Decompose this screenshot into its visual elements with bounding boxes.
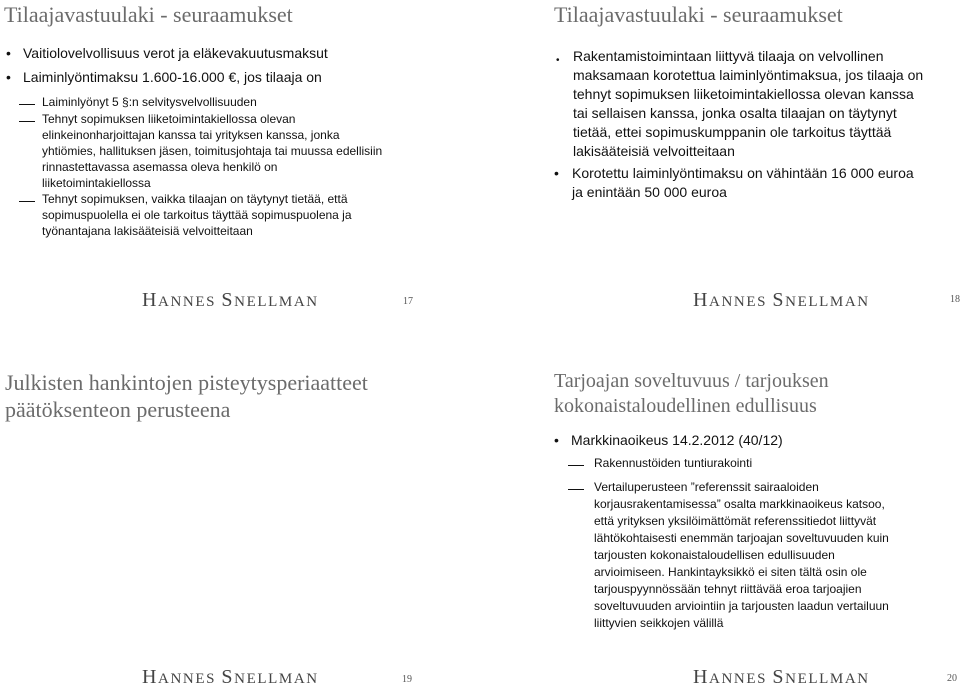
slide-18 — [480, 0, 960, 343]
sub-bullet-line: liittyvien seikkojen välillä — [594, 616, 724, 630]
bullet-icon: • — [6, 69, 11, 85]
bullet-line: tehnyt sopimuksen liiketoimintakiellossa olevan kanssa — [573, 86, 914, 102]
title-line: Julkisten hankintojen pisteytysperiaatteet — [5, 370, 368, 395]
sub-bullet-line: soveltuvuuden arviointiin ja tarjousten laadun vertailuun — [594, 599, 889, 613]
bullet-line: Rakentamistoimintaan liittyvä tilaaja on velvollinen — [573, 48, 884, 64]
sub-bullet-line: arvioimiseen. Hankintayksikkö ei siten tältä osin ole — [594, 565, 867, 579]
bullet-line: ja enintään 50 000 euroa — [572, 184, 727, 200]
sub-bullet-line: liiketoimintakiellossa — [42, 176, 151, 190]
slide-title: Tilaajavastuulaki - seuraamukset — [554, 2, 843, 27]
sub-bullet-text: Rakennustöiden tuntiurakointi — [594, 456, 753, 470]
dash-icon — [568, 489, 584, 490]
bullet-icon: • — [554, 165, 559, 181]
bullet-text: Markkinaoikeus 14.2.2012 (40/12) — [571, 432, 783, 448]
dash-icon — [568, 465, 584, 466]
dash-icon — [19, 121, 35, 122]
slide-title — [5, 369, 465, 423]
bullet-line: Korotettu laiminlyöntimaksu on vähintään 16 000 euroa — [572, 165, 914, 181]
slide-title — [554, 369, 944, 419]
sub-bullet-line: korjausrakentamisessa” osalta markkinaoikeus katsoo, — [594, 497, 885, 511]
sub-bullet-line: tarjousten kokonaistaloudellisen edullisuuden — [594, 548, 835, 562]
sub-bullet-line: että yrityksen yksilöimättömät referenssitiedot liittyvät — [594, 514, 877, 528]
sub-bullet-line: Tehnyt sopimuksen, vaikka tilaajan on täytynyt tietää, että — [42, 192, 348, 206]
bullet-icon: • — [554, 432, 559, 448]
hannes-snellman-logo: HANNES SNELLMAN — [142, 289, 319, 311]
bullet-line: lakisääteisiä velvoitteitaan — [573, 143, 735, 159]
sub-bullet-line: työnantajana lakisääteisiä velvoitteitaan — [42, 224, 253, 238]
bullet-line: tai sellaisen kanssa, jonka osalta tilaajan on täytynyt — [573, 105, 897, 121]
sub-bullet-line: tarjouspyynnössään tehnyt riittävää eroa tarjoajien — [594, 582, 862, 596]
sub-bullet-line: Tehnyt sopimuksen liiketoimintakiellossa olevan — [42, 112, 296, 126]
bullet-icon: • — [6, 45, 11, 61]
hannes-snellman-logo: HANNES SNELLMAN — [142, 666, 319, 686]
page-number: 17 — [403, 296, 413, 307]
slide-17 — [0, 0, 480, 343]
sub-bullet-line: yhtiömies, hallituksen jäsen, toimitusjohtaja tai muussa edellisiin — [42, 144, 383, 158]
bullet-text: Laiminlyöntimaksu 1.600-16.000 €, jos tilaaja on — [23, 69, 322, 85]
page-number: 18 — [950, 294, 960, 305]
page-number: 19 — [402, 674, 412, 685]
bullet-line: tietää, ettei sopimuskumppanin ole tarkoitus täyttää — [573, 124, 892, 140]
bullet-text: Vaitiolovelvollisuus verot ja eläkevakuutusmaksut — [23, 45, 328, 61]
title-line: päätöksenteon perusteena — [5, 397, 231, 422]
slide-19 — [0, 343, 480, 686]
sub-bullet-line: lähtökohtaisesti enemmän tarjoajan soveltuvuuden kuin — [594, 531, 889, 545]
title-line: Tarjoajan soveltuvuus / tarjouksen — [554, 370, 829, 392]
dash-icon — [19, 104, 35, 105]
bullet-icon: • — [556, 55, 560, 66]
sub-bullet-line: Vertailuperusteen ”referenssit sairaaloiden — [594, 480, 819, 494]
title-line: kokonaistaloudellinen edullisuus — [554, 395, 817, 417]
dash-icon — [19, 201, 35, 202]
sub-bullet-line: rinnastettavassa asemassa oleva henkilö on — [42, 160, 278, 174]
slide-20 — [480, 343, 960, 686]
sub-bullet-text: Laiminlyönyt 5 §:n selvitysvelvollisuuden — [42, 95, 257, 109]
sub-bullet-line: elinkeinonharjoittajan kanssa tai yrityksen kanssa, jonka — [42, 128, 340, 142]
hannes-snellman-logo: HANNES SNELLMAN — [693, 289, 870, 311]
bullet-line: maksamaan korotettua laiminlyöntimaksua, jos tilaaja on — [573, 67, 924, 83]
slide-title: Tilaajavastuulaki - seuraamukset — [4, 2, 293, 27]
sub-bullet-line: sopimuspuolella ei ole tarkoitus täyttää sopimuspuolena ja — [42, 208, 352, 222]
page-number: 20 — [947, 673, 957, 684]
hannes-snellman-logo: HANNES SNELLMAN — [693, 666, 870, 686]
